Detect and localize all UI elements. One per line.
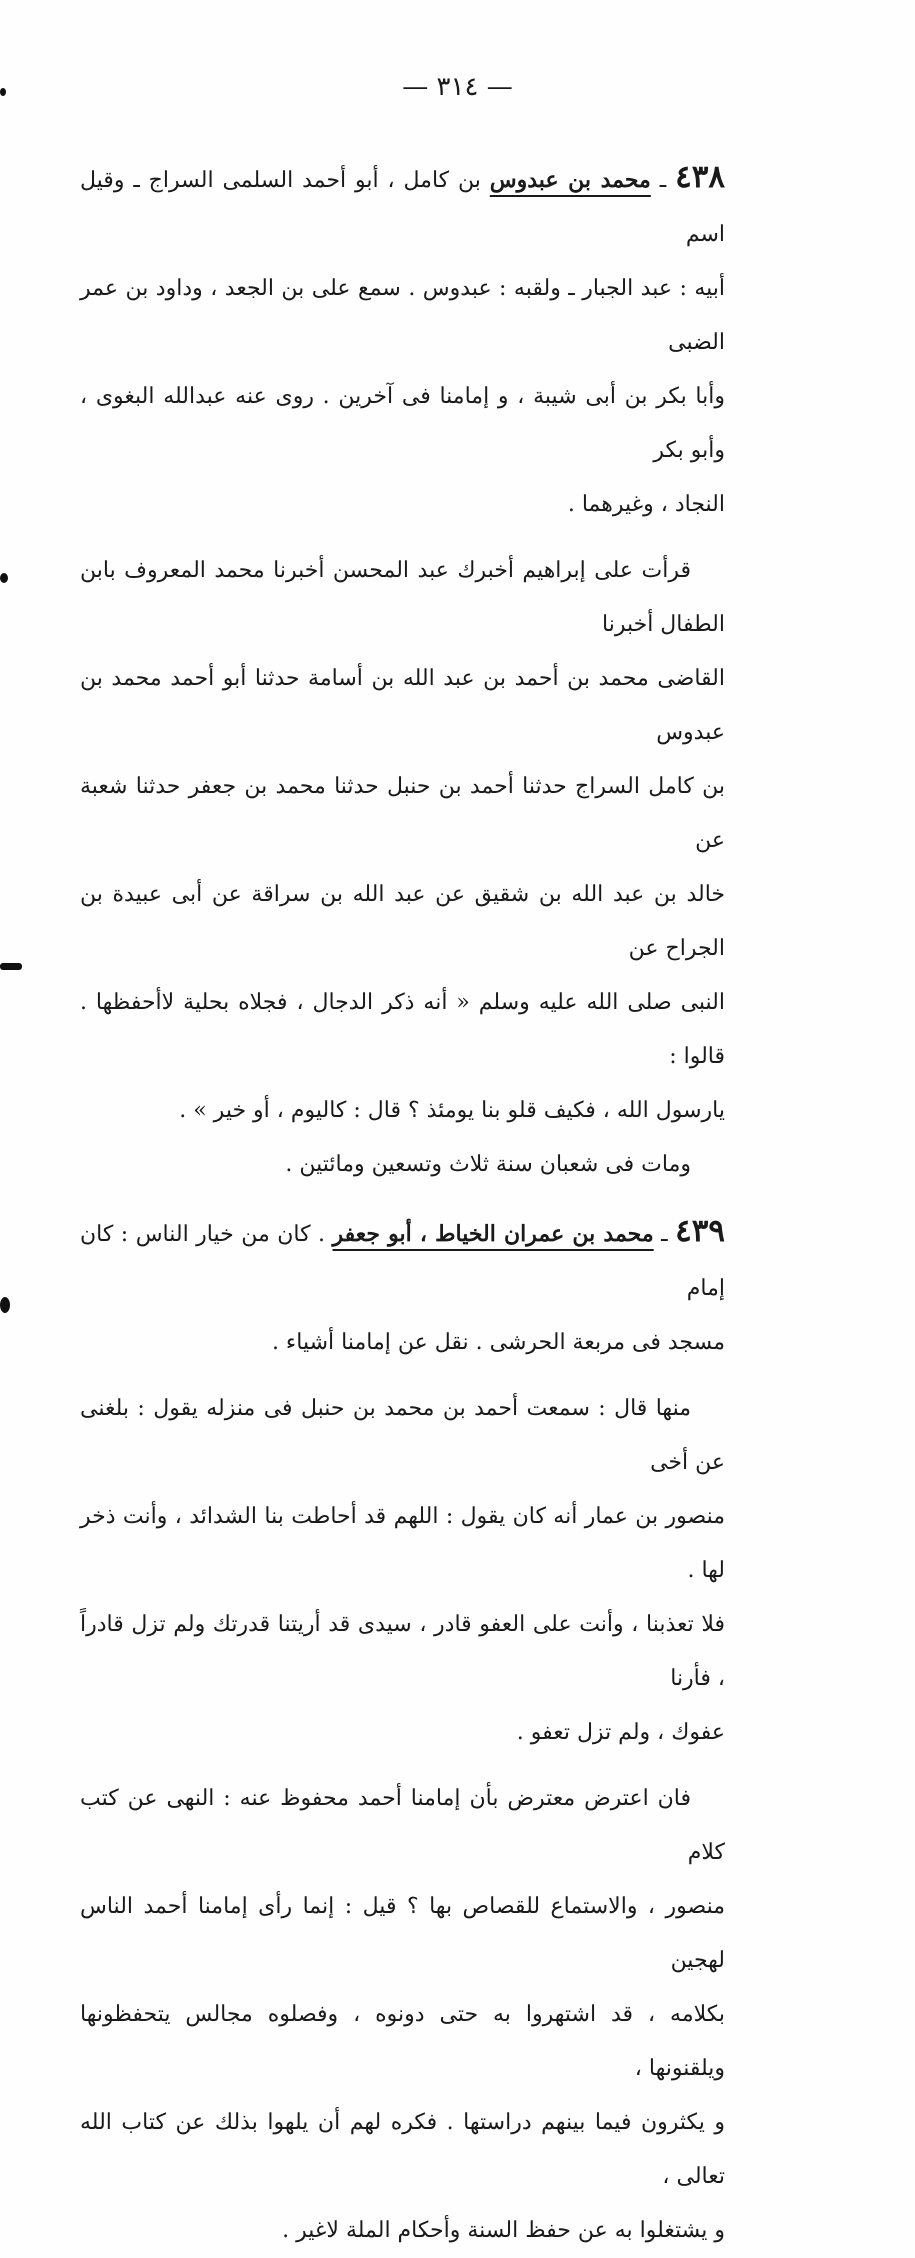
text-line: القاضى محمد بن أحمد بن عبد الله بن أسامة حدثنا أبو أحمد محمد بن عبدوس bbox=[80, 666, 725, 745]
text-line: النبى صلى الله عليه وسلم « أنه ذكر الدجال ، فجلاه بحلية لاأحفظها . قالوا : bbox=[80, 990, 725, 1069]
text-line: قرأت على إبراهيم أخبرك عبد المحسن أخبرنا محمد المعروف بابن الطفال أخبرنا bbox=[80, 558, 725, 637]
text-line: منها قال : سمعت أحمد بن محمد بن حنبل فى منزله يقول : بلغنى عن أخى bbox=[80, 1396, 725, 1475]
page-body bbox=[80, 150, 725, 2258]
entry-number: ٤٣٨ bbox=[675, 159, 726, 195]
text-line: النجاد ، وغيرهما . bbox=[567, 492, 725, 517]
paragraph bbox=[80, 544, 725, 1138]
entry-heading-text: . كان من خيار الناس : كان إمام bbox=[80, 1222, 725, 1301]
paragraph bbox=[80, 1138, 725, 1192]
scan-mark bbox=[0, 573, 8, 583]
text-line: مسجد فى مربعة الحرشى . نقل عن إمامنا أشياء . bbox=[271, 1330, 725, 1355]
entry-number: ٤٣٩ bbox=[675, 1213, 726, 1249]
biography-entry bbox=[80, 150, 725, 1192]
text-line: وأبا بكر بن أبى شيبة ، و إمامنا فى آخرين . روى عنه عبدالله البغوى ، وأبو بكر bbox=[80, 384, 725, 463]
text-line: عفوك ، ولم تزل تعفو . bbox=[516, 1720, 725, 1745]
text-line: يارسول الله ، فكيف قلو بنا يومئذ ؟ قال : كاليوم ، أو خير » . bbox=[179, 1098, 725, 1123]
scan-mark bbox=[0, 1297, 10, 1313]
text-line: بن كامل السراج حدثنا أحمد بن حنبل حدثنا محمد بن جعفر حدثنا شعبة عن bbox=[80, 774, 725, 853]
text-line: بكلامه ، قد اشتهروا به حتى دونوه ، وفصلوه مجالس يتحفظونها ويلقنونها ، bbox=[80, 2002, 725, 2081]
text-line: خالد بن عبد الله بن شقيق عن عبد الله بن سراقة عن أبى عبيدة بن الجراح عن bbox=[80, 882, 725, 961]
text-line: فلا تعذبنا ، وأنت على العفو قادر ، سيدى قد أريتنا قدرتك ولم تزل قادراً ، فأرنا bbox=[80, 1612, 725, 1691]
text-line: فان اعترض معترض بأن إمامنا أحمد محفوظ عنه : النهى عن كتب كلام bbox=[80, 1786, 725, 1865]
page-number: — ٣١٤ — bbox=[402, 72, 513, 102]
paragraph bbox=[80, 1772, 725, 2258]
text-line: و يكثرون فيما بينهم دراستها . فكره لهم أن يلهوا بذلك عن كتاب الله تعالى ، bbox=[80, 2110, 725, 2189]
paragraph bbox=[80, 1382, 725, 1760]
entry-heading: ٤٣٩ ـ محمد بن عمران الخياط ، أبو جعفر . كان من خيار الناس : كان إمام bbox=[80, 1213, 726, 1301]
scan-mark bbox=[0, 88, 6, 96]
scan-mark bbox=[0, 963, 22, 970]
entry-heading-text: بن كامل ، أبو أحمد السلمى السراج ـ وقيل اسم bbox=[80, 168, 725, 247]
text-line: و يشتغلوا به عن حفظ السنة وأحكام الملة لاغير . bbox=[282, 2218, 725, 2243]
text-line: منصور بن عمار أنه كان يقول : اللهم قد أحاطت بنا الشدائد ، وأنت ذخر لها . bbox=[80, 1504, 725, 1583]
text-line: أبيه : عبد الجبار ـ ولقبه : عبدوس . سمع على بن الجعد ، وداود بن عمر الضبى bbox=[80, 276, 725, 355]
biography-entry bbox=[80, 1204, 725, 2258]
text-line: ومات فى شعبان سنة ثلاث وتسعين ومائتين . bbox=[285, 1152, 691, 1177]
entry-name: محمد بن عبدوس bbox=[489, 167, 651, 193]
entry-name: محمد بن عمران الخياط ، أبو جعفر bbox=[332, 1221, 654, 1247]
entry-heading: ٤٣٨ ـ محمد بن عبدوس بن كامل ، أبو أحمد السلمى السراج ـ وقيل اسم bbox=[80, 159, 726, 247]
text-line: منصور ، والاستماع للقصاص بها ؟ قيل : إنما رأى إمامنا أحمد الناس لهجين bbox=[80, 1894, 725, 1973]
